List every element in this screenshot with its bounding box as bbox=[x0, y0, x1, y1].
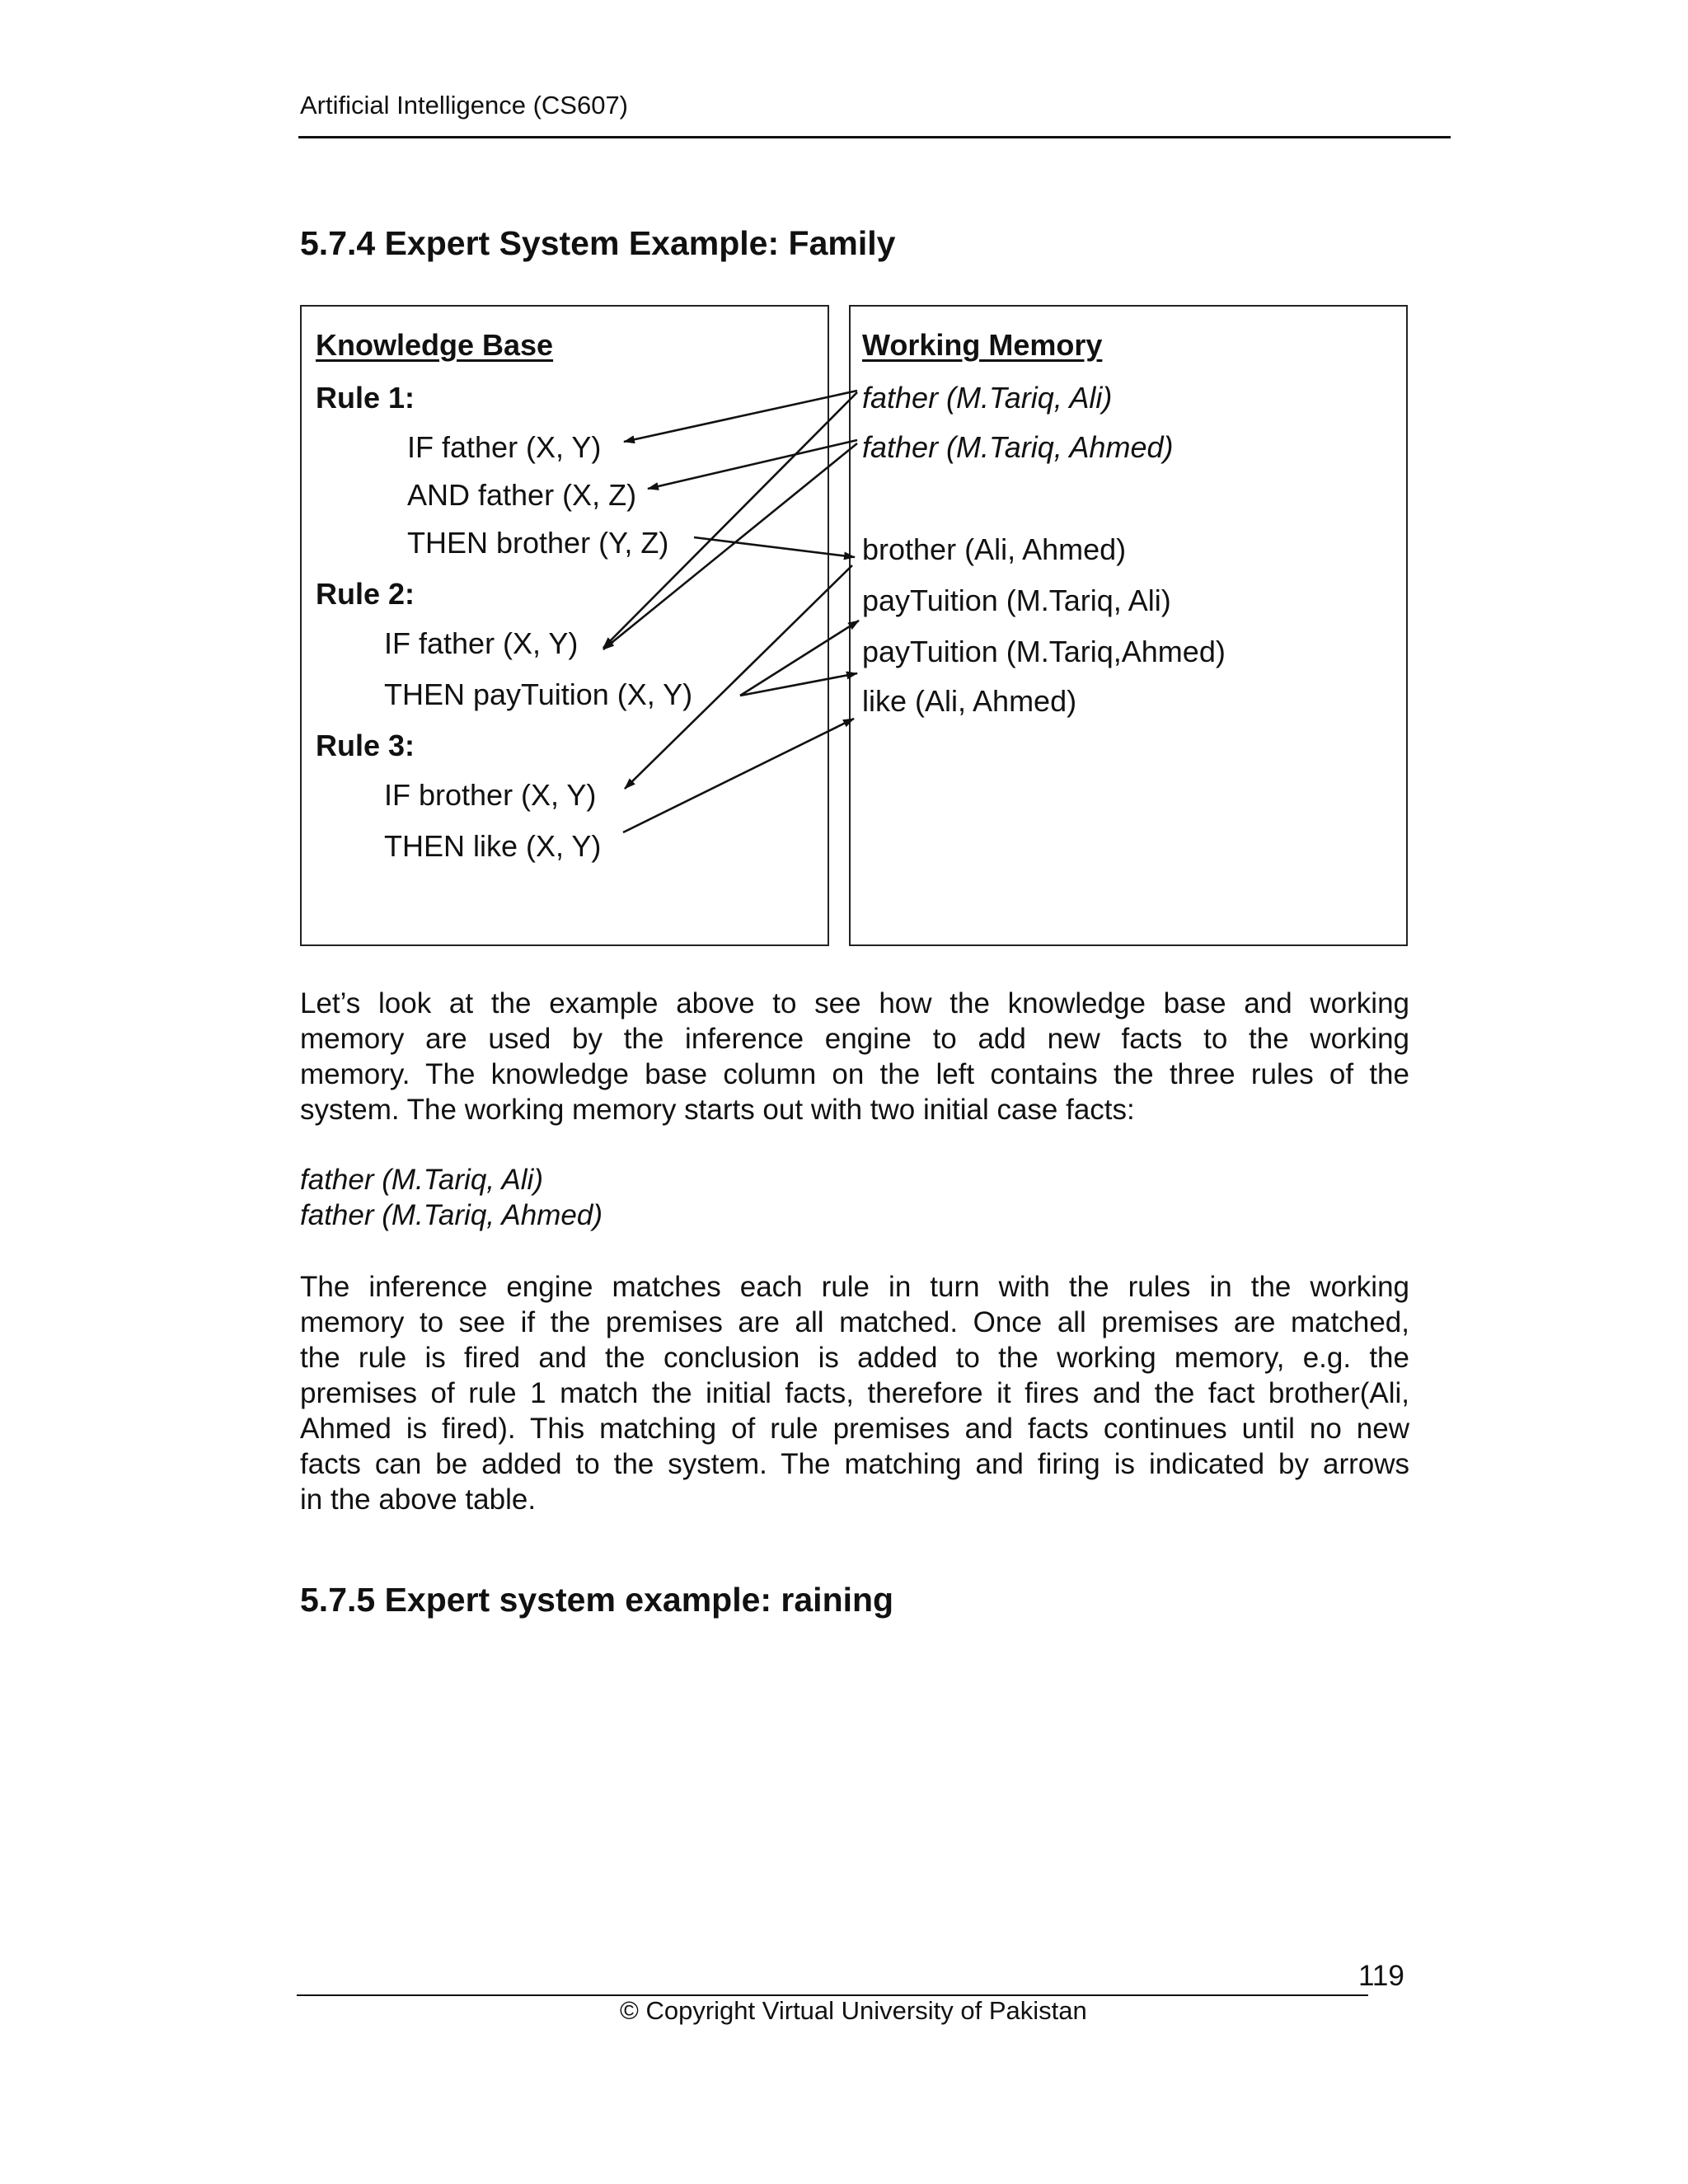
wm-fact-paytuition-ali: payTuition (M.Tariq, Ali) bbox=[862, 583, 1171, 617]
rule1-then: THEN brother (Y, Z) bbox=[407, 526, 669, 560]
paragraph-inference bbox=[300, 1269, 1409, 1517]
wm-fact-brother: brother (Ali, Ahmed) bbox=[862, 532, 1127, 566]
knowledge-base-title: Knowledge Base bbox=[316, 328, 554, 362]
header-rule bbox=[298, 136, 1451, 138]
wm-fact-paytuition-ahmed: payTuition (M.Tariq,Ahmed) bbox=[862, 635, 1226, 668]
paragraph-inference-line: facts can be added to the system. The matching and firing is indicated by arrows bbox=[300, 1448, 1409, 1480]
wm-fact-like: like (Ali, Ahmed) bbox=[862, 684, 1077, 718]
rule1-if: IF father (X, Y) bbox=[407, 430, 602, 464]
paragraph-intro-line: memory are used by the inference engine to add new facts to the working bbox=[300, 1023, 1409, 1055]
copyright-notice: © Copyright Virtual University of Pakistan bbox=[620, 1996, 1087, 2025]
paragraph-inference-line: premises of rule 1 match the initial facts, therefore it fires and the fact brother(Ali, bbox=[300, 1377, 1409, 1409]
running-header: Artificial Intelligence (CS607) bbox=[300, 91, 629, 120]
working-memory-title: Working Memory bbox=[862, 328, 1103, 362]
rule2-then: THEN payTuition (X, Y) bbox=[384, 677, 693, 711]
page-number: 119 bbox=[1358, 1960, 1404, 1992]
paragraph-inference-line: Ahmed is fired). This matching of rule premises and facts continues until no new bbox=[300, 1413, 1409, 1445]
paragraph-inference-line: The inference engine matches each rule in turn with the rules in the working bbox=[300, 1271, 1409, 1303]
wm-fact-father-ahmed: father (M.Tariq, Ahmed) bbox=[862, 430, 1174, 464]
section-heading-574: 5.7.4 Expert System Example: Family bbox=[300, 224, 896, 262]
initial-fact-father-ali: father (M.Tariq, Ali) bbox=[300, 1164, 543, 1196]
paragraph-inference-line: the rule is fired and the conclusion is added to the working memory, e.g. the bbox=[300, 1342, 1409, 1374]
rule1-and: AND father (X, Z) bbox=[407, 478, 637, 512]
paragraph-intro bbox=[300, 986, 1409, 1127]
wm-fact-father-ali: father (M.Tariq, Ali) bbox=[862, 381, 1113, 415]
paragraph-intro-line: system. The working memory starts out with two initial case facts: bbox=[300, 1094, 1135, 1126]
rule1-label: Rule 1: bbox=[316, 381, 415, 415]
paragraph-intro-line: memory. The knowledge base column on the left contains the three rules of the bbox=[300, 1058, 1409, 1090]
paragraph-inference-line: memory to see if the premises are all matched. Once all premises are matched, bbox=[300, 1306, 1409, 1338]
rule2-label: Rule 2: bbox=[316, 577, 415, 611]
rule3-then: THEN like (X, Y) bbox=[384, 829, 602, 863]
initial-fact-father-ahmed: father (M.Tariq, Ahmed) bbox=[300, 1199, 603, 1231]
rule2-if: IF father (X, Y) bbox=[384, 626, 579, 660]
paragraph-intro-line: Let’s look at the example above to see how the knowledge base and working bbox=[300, 987, 1409, 1019]
rule3-if: IF brother (X, Y) bbox=[384, 778, 597, 812]
section-heading-575: 5.7.5 Expert system example: raining bbox=[300, 1581, 894, 1619]
rule3-label: Rule 3: bbox=[316, 729, 415, 762]
paragraph-inference-line: in the above table. bbox=[300, 1483, 537, 1516]
